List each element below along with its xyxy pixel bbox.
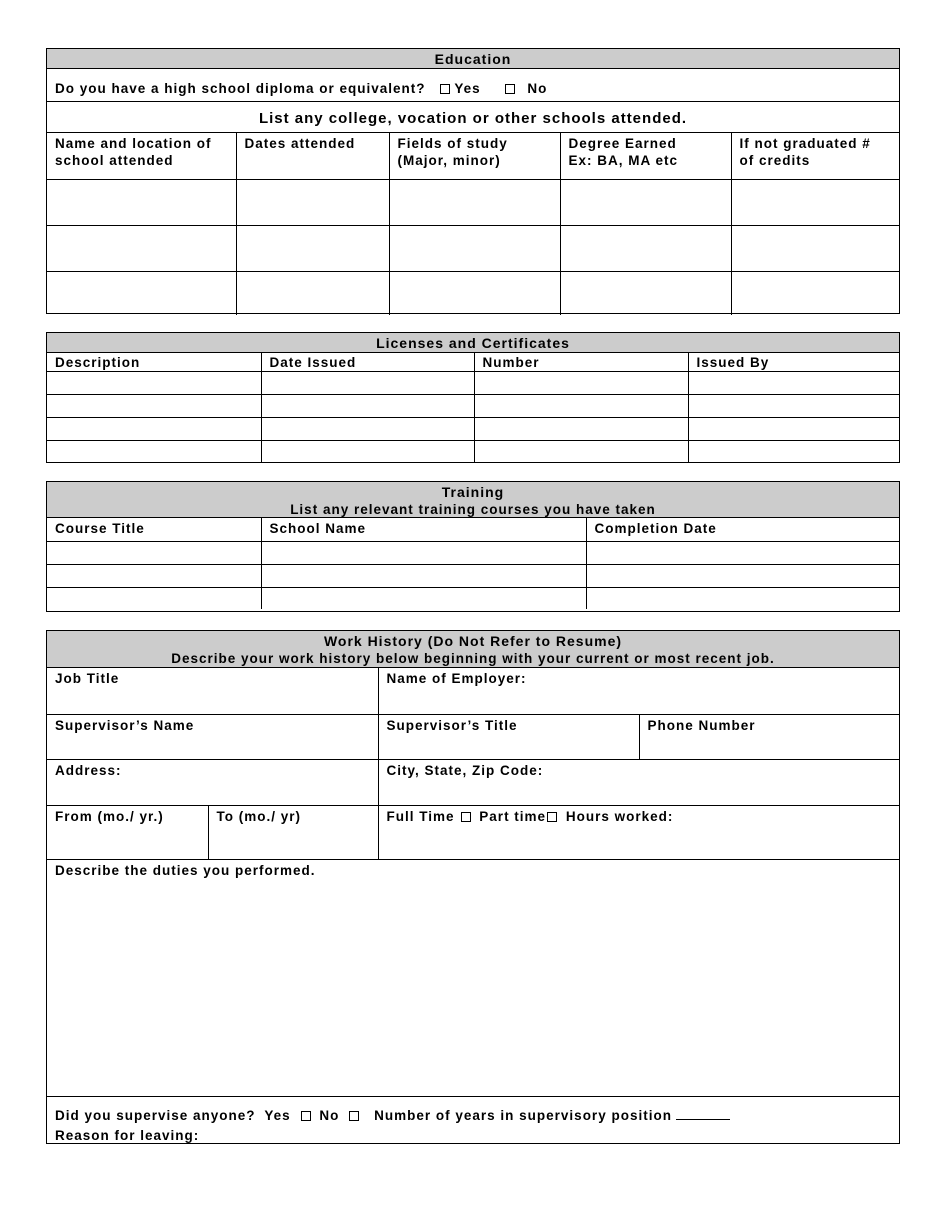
schools-col-degree: Degree Earned Ex: BA, MA etc [560, 133, 731, 179]
licenses-col-issuer: Issued By [688, 353, 899, 372]
diploma-yes-label: Yes [454, 81, 481, 96]
full-time-label: Full Time [386, 808, 455, 824]
work-title: Work History (Do Not Refer to Resume) [323, 633, 623, 649]
education-section [46, 48, 900, 314]
work-history-section [46, 630, 900, 1144]
table-row [47, 587, 899, 609]
diploma-no-checkbox[interactable] [505, 84, 515, 94]
to-date-field[interactable]: To (mo./ yr) [208, 805, 378, 859]
training-section [46, 481, 900, 612]
address-field[interactable]: Address: [47, 759, 378, 805]
supervise-question: Did you supervise anyone? [55, 1107, 256, 1123]
table-row [47, 395, 899, 418]
schools-col-fields: Fields of study (Major, minor) [389, 133, 560, 179]
diploma-yes-checkbox[interactable] [440, 84, 450, 94]
training-col-school: School Name [261, 518, 586, 541]
licenses-title: Licenses and Certificates [47, 333, 899, 353]
work-table [47, 668, 899, 1146]
hours-worked-label: Hours worked: [565, 808, 674, 824]
licenses-col-description: Description [47, 353, 261, 372]
supervise-no-checkbox[interactable] [349, 1111, 359, 1121]
from-date-field[interactable]: From (mo./ yr.) [47, 805, 208, 859]
supervisory-years-blank[interactable] [676, 1119, 730, 1120]
training-col-course: Course Title [47, 518, 261, 541]
duties-field[interactable]: Describe the duties you performed. [47, 859, 899, 1096]
part-time-label: Part time [479, 808, 547, 824]
supervise-yes-label: Yes [264, 1107, 291, 1123]
employment-type-field [378, 805, 899, 859]
schools-col-credits: If not graduated # of credits [731, 133, 899, 179]
supervisor-title-field[interactable]: Supervisor’s Title [378, 714, 639, 759]
licenses-col-date: Date Issued [261, 353, 474, 372]
training-header [47, 482, 899, 518]
supervisor-name-field[interactable]: Supervisor’s Name [47, 714, 378, 759]
full-time-checkbox[interactable] [461, 812, 471, 822]
supervisory-years-label: Number of years in supervisory position [374, 1107, 672, 1123]
schools-col-dates: Dates attended [236, 133, 389, 179]
phone-field[interactable]: Phone Number [639, 714, 899, 759]
table-row [47, 372, 899, 395]
licenses-col-number: Number [474, 353, 688, 372]
training-title: Training [441, 484, 505, 500]
table-row [47, 541, 899, 564]
work-header [47, 631, 899, 668]
table-row [47, 271, 899, 315]
schools-table [47, 133, 899, 315]
supervise-yes-checkbox[interactable] [301, 1111, 311, 1121]
city-field[interactable]: City, State, Zip Code: [378, 759, 899, 805]
part-time-checkbox[interactable] [547, 812, 557, 822]
supervise-no-label: No [319, 1107, 340, 1123]
reason-leaving-label: Reason for leaving: [55, 1127, 200, 1143]
schools-prompt: List any college, vocation or other schools attended. [47, 102, 899, 133]
table-row [47, 564, 899, 587]
table-row [47, 441, 899, 463]
job-title-field[interactable]: Job Title [47, 668, 378, 714]
supervision-row [47, 1096, 899, 1146]
licenses-table [47, 353, 899, 463]
schools-col-name: Name and location of school attended [47, 133, 236, 179]
training-col-date: Completion Date [586, 518, 899, 541]
diploma-row [47, 69, 899, 102]
diploma-no-label: No [527, 81, 548, 96]
table-row [47, 225, 899, 271]
table-row [47, 418, 899, 441]
education-title: Education [47, 49, 899, 69]
employer-field[interactable]: Name of Employer: [378, 668, 899, 714]
work-subtitle: Describe your work history below beginning with your current or most recent job. [171, 651, 775, 666]
training-subtitle: List any relevant training courses you have taken [290, 502, 656, 517]
training-table [47, 518, 899, 609]
licenses-section [46, 332, 900, 463]
diploma-question: Do you have a high school diploma or equivalent? [55, 81, 426, 96]
table-row [47, 179, 899, 225]
